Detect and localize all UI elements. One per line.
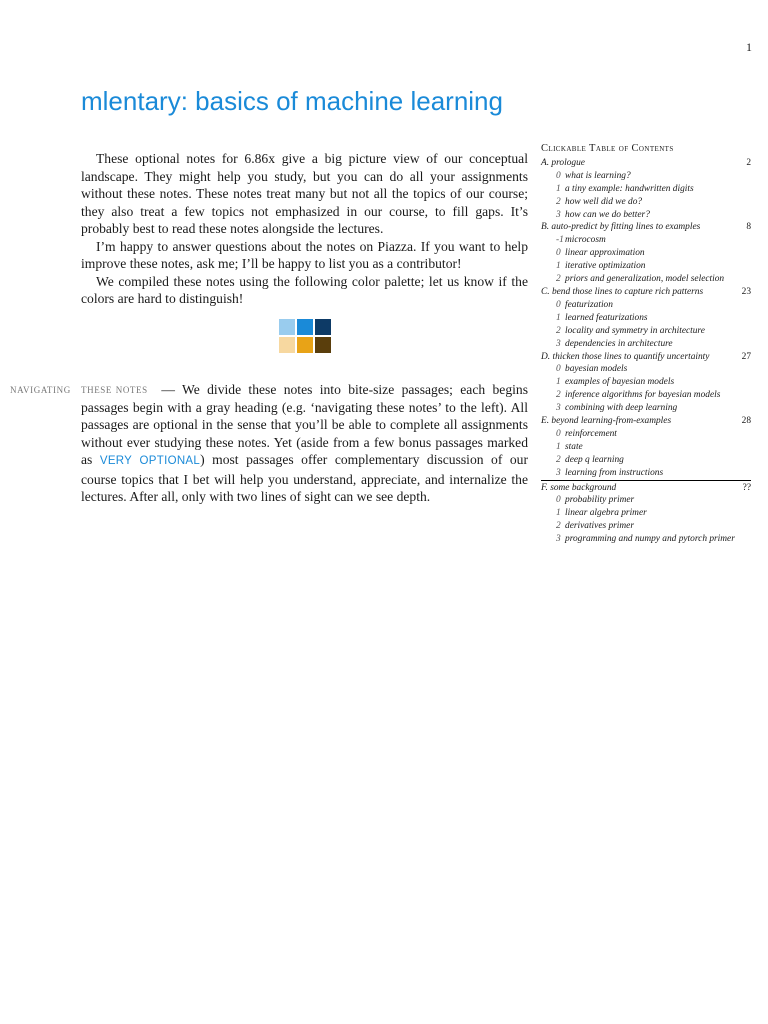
toc-item-number: 1: [556, 183, 561, 194]
toc-item-label: microcosm: [565, 235, 606, 246]
toc-item-label: derivatives primer: [565, 521, 634, 532]
toc-item-label: how well did we do?: [565, 196, 643, 207]
toc-body: [541, 157, 751, 546]
palette-swatch: [279, 337, 295, 353]
toc-item-link[interactable]: [541, 260, 751, 273]
toc-item-link[interactable]: [541, 196, 751, 209]
toc-item-label: dependencies in architecture: [565, 338, 673, 349]
toc-item-link[interactable]: [541, 183, 751, 196]
palette-swatch: [315, 337, 331, 353]
toc-item-number: 0: [556, 428, 561, 439]
intro-paragraph: I’m happy to answer questions about the notes on Piazza. If you want to help improve these notes, ask me; I’ll be happy to list you as a contributor!: [81, 238, 528, 271]
toc-item-link[interactable]: [541, 533, 751, 546]
toc-item-link[interactable]: [541, 312, 751, 325]
palette-swatch: [315, 319, 331, 335]
toc-item-label: linear approximation: [565, 248, 645, 259]
palette-swatch: [297, 337, 313, 353]
toc-item-number: 2: [556, 325, 561, 336]
toc-item-number: 0: [556, 299, 561, 310]
toc-section-link[interactable]: [541, 221, 751, 234]
toc-item-number: 2: [556, 454, 561, 465]
toc-item-link[interactable]: [541, 299, 751, 312]
toc-item-link[interactable]: [541, 376, 751, 389]
toc-item-label: featurization: [565, 299, 613, 310]
toc-item-label: reinforcement: [565, 428, 617, 439]
toc-section-link[interactable]: [541, 415, 751, 428]
toc-item-label: learned featurizations: [565, 312, 648, 323]
toc-item-number: 0: [556, 170, 561, 181]
toc-item-label: programming and numpy and pytorch primer: [565, 534, 735, 545]
passage-navigating: [81, 381, 528, 506]
passage-text: We divide these notes into bite-size passages; each begins passages begin with a gray heading (e.g. ‘navigating these notes’ to the left). All passages are optional in the sense that you’ll be able to complete all assignments without ever studying these notes. Yet (aside from a few bonus passages marked as: [81, 382, 528, 467]
toc-item-number: 0: [556, 248, 561, 259]
toc-item-link[interactable]: [541, 363, 751, 376]
toc-item-link[interactable]: [541, 494, 751, 507]
toc-heading: Clickable Table of Contents: [541, 143, 674, 154]
toc-item-number: 0: [556, 495, 561, 506]
toc-section-label: D. thicken those lines to quantify uncertainty: [541, 351, 710, 362]
toc-item-number: 3: [556, 403, 561, 414]
toc-item-link[interactable]: [541, 338, 751, 351]
toc-section-page: 2: [746, 157, 751, 168]
toc-item-link[interactable]: [541, 209, 751, 222]
toc-item-link[interactable]: [541, 402, 751, 415]
color-palette: [279, 319, 331, 353]
toc-section-page: 23: [741, 286, 751, 297]
toc-item-number: 1: [556, 377, 561, 388]
toc-item-link[interactable]: [541, 325, 751, 338]
toc-item-label: state: [565, 441, 583, 452]
toc-item-link[interactable]: [541, 454, 751, 467]
toc-section-page: 28: [741, 416, 751, 427]
toc-item-label: bayesian models: [565, 364, 628, 375]
toc-item-number: 2: [556, 390, 561, 401]
toc-item-number: 1: [556, 312, 561, 323]
toc-item-number: 3: [556, 209, 561, 220]
toc-section-label: C. bend those lines to capture rich patterns: [541, 286, 704, 297]
intro-paragraph: We compiled these notes using the following color palette; let us know if the colors are hard to distinguish!: [81, 273, 528, 306]
toc-item-label: inference algorithms for bayesian models: [565, 390, 721, 401]
toc-section-link[interactable]: [541, 480, 751, 495]
toc-item-label: a tiny example: handwritten digits: [565, 183, 694, 194]
very-optional-link[interactable]: VERY OPTIONAL: [99, 455, 201, 467]
toc-item-label: iterative optimization: [565, 261, 646, 272]
toc-item-number: 3: [556, 467, 561, 478]
toc-item-number: 1: [556, 508, 561, 519]
toc-item-number: 2: [556, 521, 561, 532]
table-of-contents: [541, 143, 751, 546]
toc-section-link[interactable]: [541, 286, 751, 299]
page-number: 1: [746, 40, 752, 54]
toc-item-number: 0: [556, 364, 561, 375]
toc-section-link[interactable]: [541, 157, 751, 170]
page-title: mlentary: basics of machine learning: [81, 86, 503, 116]
toc-item-number: 3: [556, 534, 561, 545]
toc-item-label: deep q learning: [565, 454, 624, 465]
toc-item-label: what is learning?: [565, 170, 631, 181]
toc-item-link[interactable]: [541, 520, 751, 533]
toc-item-number: -1: [556, 235, 564, 246]
toc-item-link[interactable]: [541, 273, 751, 286]
toc-item-number: 2: [556, 274, 561, 285]
toc-section-page: 27: [741, 351, 751, 362]
toc-section-label: E. beyond learning-from-examples: [541, 416, 672, 427]
palette-swatch: [297, 319, 313, 335]
toc-section-page: 8: [746, 222, 751, 233]
palette-swatch: [279, 319, 295, 335]
toc-item-label: priors and generalization, model selection: [565, 274, 725, 285]
passage-heading-part1: navigating: [10, 382, 71, 396]
passage-heading-part2: these notes: [81, 382, 148, 396]
toc-item-link[interactable]: [541, 467, 751, 480]
toc-item-link[interactable]: [541, 234, 751, 247]
toc-item-label: learning from instructions: [565, 467, 664, 478]
toc-item-label: probability primer: [565, 495, 635, 506]
passage-dash: —: [154, 382, 183, 397]
toc-item-number: 1: [556, 261, 561, 272]
toc-item-label: how can we do better?: [565, 209, 650, 220]
toc-item-label: examples of bayesian models: [565, 377, 675, 388]
toc-item-link[interactable]: [541, 428, 751, 441]
toc-item-number: 3: [556, 338, 561, 349]
toc-section-label: F. some background: [541, 482, 617, 493]
toc-section-page: ??: [742, 482, 751, 493]
toc-section-label: B. auto-predict by fitting lines to examples: [541, 222, 701, 233]
intro-paragraph: These optional notes for 6.86x give a big picture view of our conceptual landscape. They might help you study, but you can do all your assignments without these notes. These notes treat many but not all the topics of our course; they also treat a few topics not emphasized in our course, to fill gaps. It’s probably best to read these notes alongside the lectures.: [81, 151, 528, 236]
toc-section-link[interactable]: [541, 351, 751, 364]
toc-item-label: linear algebra primer: [565, 508, 647, 519]
toc-item-number: 1: [556, 441, 561, 452]
toc-item-number: 2: [556, 196, 561, 207]
toc-section-label: A. prologue: [541, 157, 585, 168]
passage-heading: [10, 382, 148, 397]
toc-item-link[interactable]: [541, 441, 751, 454]
toc-item-label: combining with deep learning: [565, 403, 678, 414]
toc-item-link[interactable]: [541, 247, 751, 260]
intro-text: [81, 150, 528, 308]
toc-item-link[interactable]: [541, 507, 751, 520]
toc-item-link[interactable]: [541, 170, 751, 183]
toc-item-label: locality and symmetry in architecture: [565, 325, 705, 336]
passage-text: ) most passages offer complementary discussion of our course topics that I bet will help you understand, appreciate, and internalize the lectures. After all, only with two lines of sight can we see depth.: [81, 452, 528, 504]
toc-item-link[interactable]: [541, 389, 751, 402]
